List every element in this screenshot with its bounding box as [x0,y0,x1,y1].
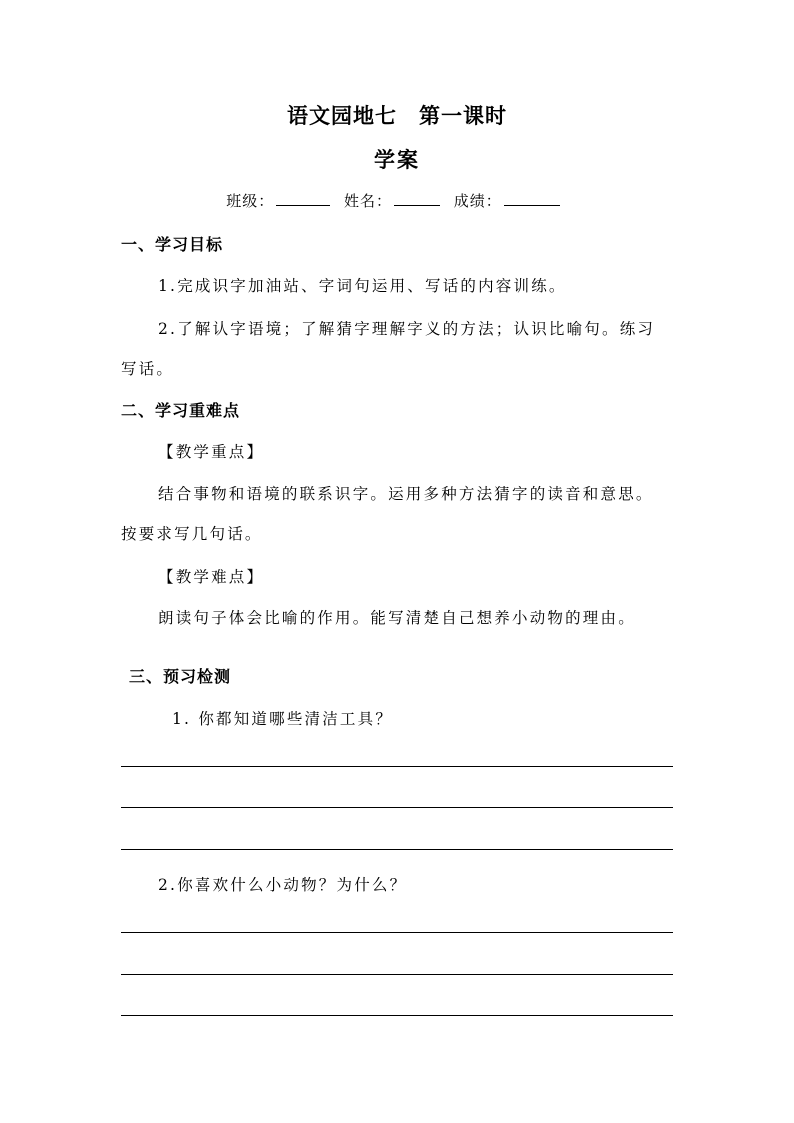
answer-line-q2-3[interactable] [121,1015,673,1016]
preview-question-1: 1. 你都知道哪些清洁工具？ [172,710,394,728]
name-blank[interactable] [394,191,440,206]
section-objectives-heading: 一、学习目标 [121,235,224,254]
page-subtitle: 学案 [374,148,420,172]
preview-question-2: 2.你喜欢什么小动物？为什么？ [158,876,408,894]
answer-line-q2-2[interactable] [121,974,673,975]
teaching-difficulty-label: 【教学难点】 [158,568,265,586]
objective-item-2-line-2: 写话。 [121,360,175,378]
page-title: 语文园地七 第一课时 [287,104,507,128]
score-label: 成绩： [453,192,502,210]
teaching-focus-label: 【教学重点】 [158,443,265,461]
section-preview-heading: 三、预习检测 [129,667,232,686]
teaching-difficulty-text: 朗读句子体会比喻的作用。能写清楚自己想养小动物的理由。 [158,609,636,627]
class-label: 班级： [226,192,275,210]
section-key-points-heading: 二、学习重难点 [121,401,241,420]
score-blank[interactable] [504,191,560,206]
student-info-row [0,190,794,211]
answer-line-q1-3[interactable] [121,849,673,850]
teaching-focus-line-1: 结合事物和语境的联系识字。运用多种方法猜字的读音和意思。 [158,485,654,503]
objective-item-2-line-1: 2.了解认字语境；了解猜字理解字义的方法；认识比喻句。练习 [158,320,656,338]
name-label: 姓名： [343,192,392,210]
class-blank[interactable] [276,191,330,206]
answer-line-q1-1[interactable] [121,766,673,767]
teaching-focus-line-2: 按要求写几句话。 [121,525,263,543]
objective-item-1: 1.完成识字加油站、字词句运用、写话的内容训练。 [158,277,567,295]
answer-line-q1-2[interactable] [121,807,673,808]
answer-line-q2-1[interactable] [121,932,673,933]
